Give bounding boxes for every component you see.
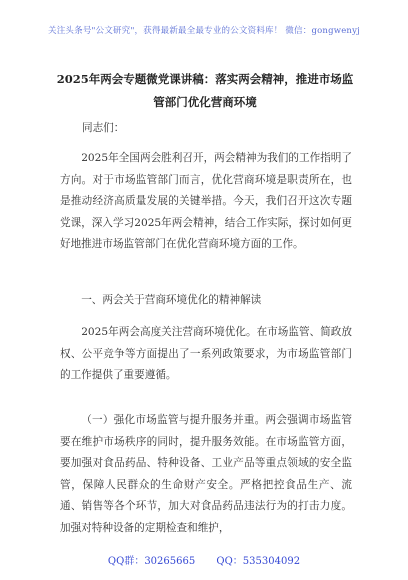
footer-qq-group: QQ群：30265665 [107,556,196,567]
page-header-notice: 关注头条号"公文研究"，获得最新最全最专业的公文资料库！ 微信：gongwenyj [48,26,360,36]
page-footer-contacts [0,552,408,567]
paragraph-subsection-1: （一）强化市场监管与提升服务并重。两会强调市场监管要在维护市场秩序的同时，提升服务效能。在市场监管方面，要加强对食品药品、特种设备、工业产品等重点领域的安全监管，保障人民群众的生命财产安全。严格把控食品生产、流通、销售等各个环节，加大对食品药品违法行为的打击力度。加强对特种设备的定期检查和维护， [60,414,352,534]
paragraph-section-1: 2025年两会高度关注营商环境优化。在市场监管、简政放权、公平竞争等方面提出了一系列政策要求，为市场监管部门的工作提供了重要遵循。 [60,326,352,382]
document-title [40,68,370,114]
title-line-2: 管部门优化营商环境 [153,95,257,109]
section-heading-1: 一、两会关于营商环境优化的精神解读 [81,294,262,306]
salutation: 同志们： [82,122,125,134]
paragraph-intro: 2025年全国两会胜利召开，两会精神为我们的工作指明了方向。对于市场监管部门而言，优化营商环境是职责所在，也是推动经济高质量发展的关键举措。今天，我们召开这次专题党课，深入学习2025年两会精神，结合工作实际，探讨如何更好地推进市场监管部门在优化营商环境方面的工作。 [60,152,352,251]
footer-qq: QQ：535304092 [216,556,301,567]
title-line-1: 2025年两会专题微党课讲稿：落实两会精神，推进市场监 [56,72,354,86]
